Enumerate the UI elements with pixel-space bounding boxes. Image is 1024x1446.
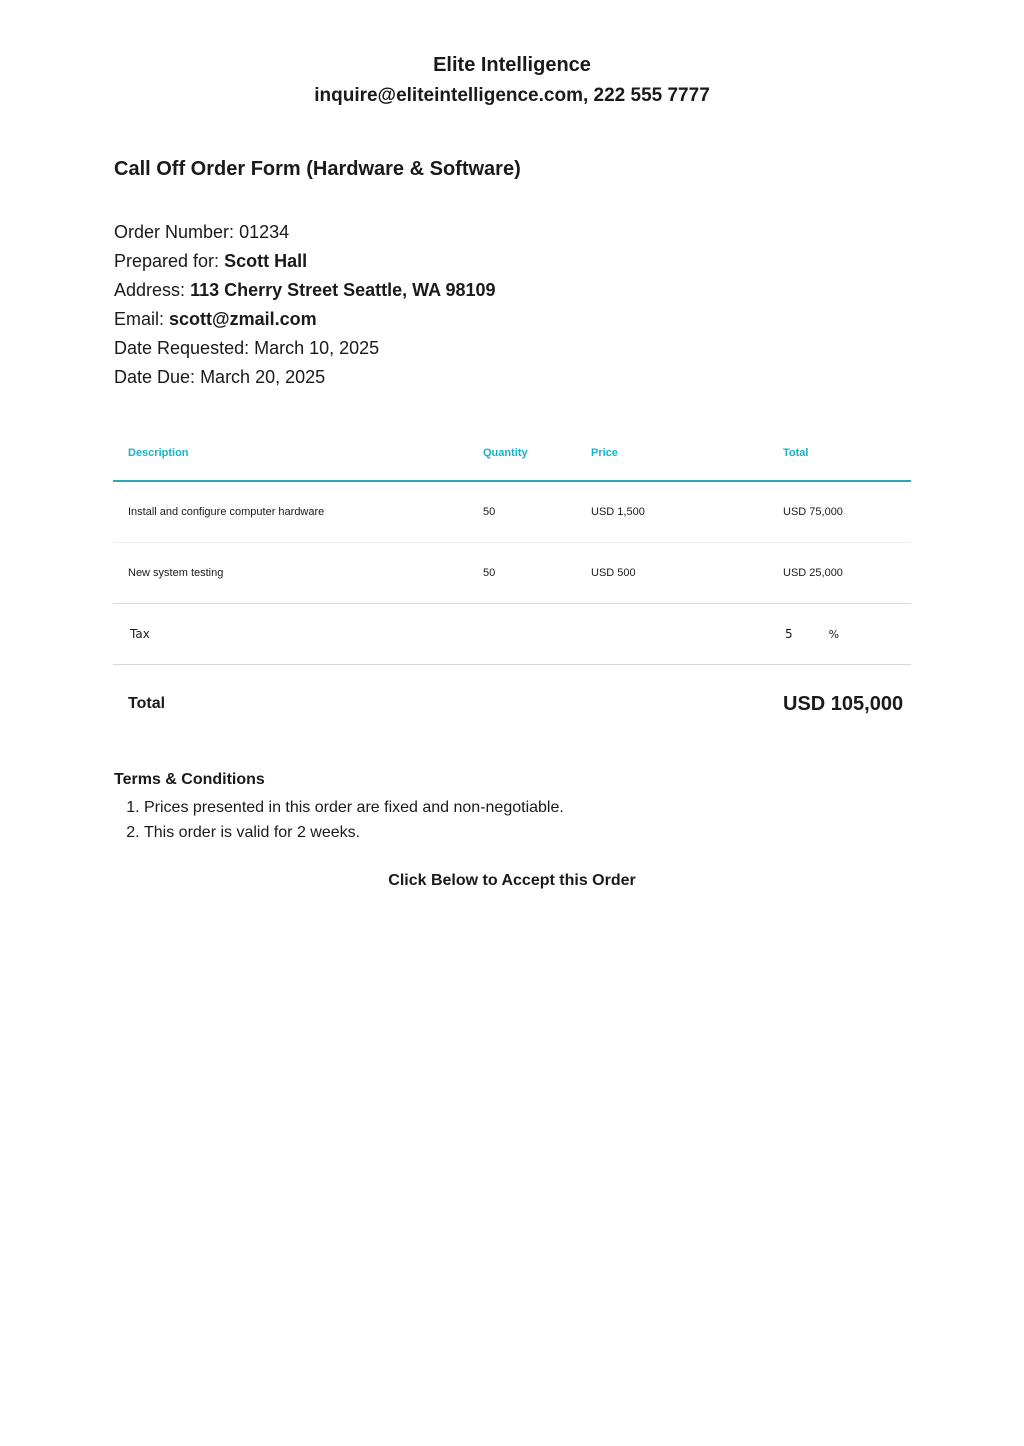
terms-section xyxy=(114,771,564,845)
form-title: Call Off Order Form (Hardware & Software) xyxy=(114,158,521,180)
email xyxy=(114,305,496,334)
tax-cell xyxy=(768,604,911,665)
value: March 20, 2025 xyxy=(200,367,326,387)
tax-unit: % xyxy=(828,628,840,641)
order-info xyxy=(114,218,496,392)
order-number xyxy=(114,218,496,247)
header-total: Total xyxy=(768,426,911,481)
table-header xyxy=(113,426,911,481)
label: Date Due: xyxy=(114,367,196,387)
label: Date Requested: xyxy=(114,338,250,358)
company-contact: inquire@eliteintelligence.com, 222 555 7777 xyxy=(314,85,710,106)
total-value: USD 105,000 xyxy=(783,692,904,715)
cell-quantity: 50 xyxy=(468,543,576,604)
header-price: Price xyxy=(576,426,768,481)
value: 01234 xyxy=(239,222,290,242)
table-row xyxy=(113,543,911,604)
label: Order Number: xyxy=(114,222,235,242)
accept-order-text: Click Below to Accept this Order xyxy=(388,872,636,889)
value: 113 Cherry Street Seattle, WA 98109 xyxy=(190,280,496,300)
prepared-for xyxy=(114,247,496,276)
terms-list xyxy=(114,795,564,845)
label: Prepared for: xyxy=(114,251,220,271)
terms-item: 1. Prices presented in this order are fixed and non-negotiable. xyxy=(144,795,564,820)
tax-value: 5 xyxy=(785,627,793,641)
header-description: Description xyxy=(113,426,468,481)
cell-description: Install and configure computer hardware xyxy=(113,481,468,543)
cell-quantity: 50 xyxy=(468,481,576,543)
date-due xyxy=(114,363,496,392)
terms-heading: Terms & Conditions xyxy=(114,771,265,788)
label: Address: xyxy=(114,280,186,300)
cell-description: New system testing xyxy=(113,543,468,604)
value: scott@zmail.com xyxy=(169,309,317,329)
address xyxy=(114,276,496,305)
tax-row xyxy=(113,604,911,665)
cell-total: USD 75,000 xyxy=(768,481,911,543)
value: Scott Hall xyxy=(224,251,308,271)
header-quantity: Quantity xyxy=(468,426,576,481)
cell-price: USD 500 xyxy=(576,543,768,604)
total-label: Total xyxy=(128,695,166,712)
company-name: Elite Intelligence xyxy=(433,54,591,76)
order-table xyxy=(113,426,911,743)
tax-label: Tax xyxy=(113,604,768,665)
value: March 10, 2025 xyxy=(254,338,380,358)
cell-total: USD 25,000 xyxy=(768,543,911,604)
total-row xyxy=(113,665,911,744)
date-requested xyxy=(114,334,496,363)
label: Email: xyxy=(114,309,165,329)
terms-item: 2. This order is valid for 2 weeks. xyxy=(144,820,564,845)
cell-price: USD 1,500 xyxy=(576,481,768,543)
table-row xyxy=(113,481,911,543)
